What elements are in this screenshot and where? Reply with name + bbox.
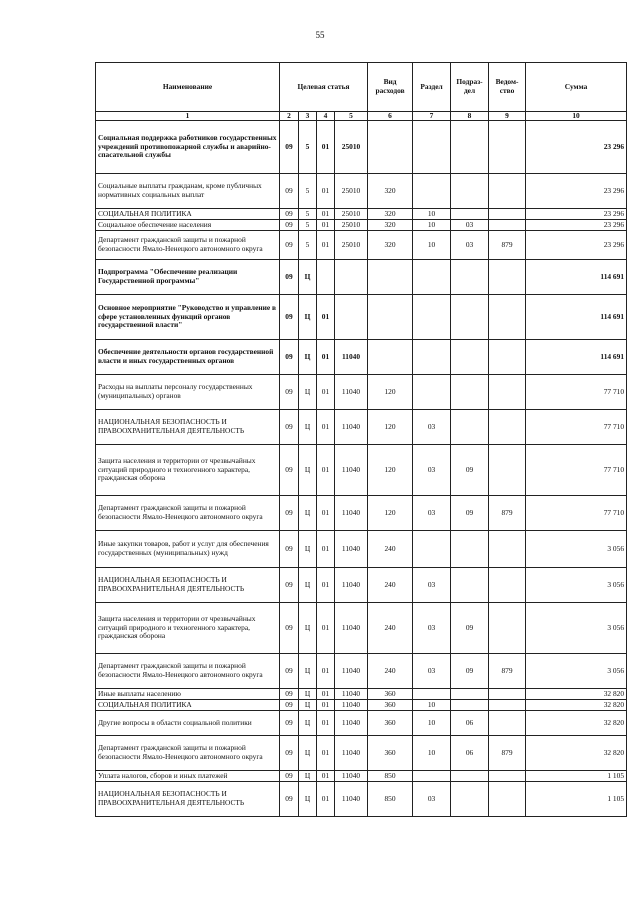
row-subsection bbox=[451, 782, 489, 817]
row-target-program: 09 bbox=[280, 445, 299, 496]
row-department: 879 bbox=[489, 496, 526, 531]
row-section bbox=[413, 375, 451, 410]
row-name: НАЦИОНАЛЬНАЯ БЕЗОПАСНОСТЬ И ПРАВООХРАНИТЕЛЬНАЯ ДЕЯТЕЛЬНОСТЬ bbox=[96, 410, 280, 445]
row-subsection: 09 bbox=[451, 603, 489, 654]
row-target-direction bbox=[335, 260, 368, 295]
row-target-activity: 01 bbox=[317, 700, 335, 711]
row-sum: 32 820 bbox=[526, 689, 627, 700]
row-subsection: 03 bbox=[451, 220, 489, 231]
row-sum: 3 056 bbox=[526, 531, 627, 568]
row-target-direction: 11040 bbox=[335, 340, 368, 375]
row-target-direction: 11040 bbox=[335, 782, 368, 817]
table-row bbox=[96, 782, 627, 817]
row-name: НАЦИОНАЛЬНАЯ БЕЗОПАСНОСТЬ И ПРАВООХРАНИТЕЛЬНАЯ ДЕЯТЕЛЬНОСТЬ bbox=[96, 568, 280, 603]
row-target-program: 09 bbox=[280, 603, 299, 654]
row-target-subprogram: Ц bbox=[299, 496, 317, 531]
row-subsection: 06 bbox=[451, 711, 489, 736]
row-subsection bbox=[451, 771, 489, 782]
table-body bbox=[96, 121, 627, 817]
row-department bbox=[489, 340, 526, 375]
col-number: 9 bbox=[489, 112, 526, 121]
row-expense-type bbox=[368, 260, 413, 295]
row-department bbox=[489, 121, 526, 174]
row-target-activity: 01 bbox=[317, 121, 335, 174]
row-target-program: 09 bbox=[280, 531, 299, 568]
row-name: Департамент гражданской защиты и пожарной безопасности Ямало-Ненецкого автономного округа bbox=[96, 496, 280, 531]
row-name: Защита населения и территории от чрезвычайных ситуаций природного и техногенного характера, гражданская оборона bbox=[96, 603, 280, 654]
row-name: Социальное обеспечение населения bbox=[96, 220, 280, 231]
row-sum: 77 710 bbox=[526, 445, 627, 496]
row-target-activity: 01 bbox=[317, 340, 335, 375]
header-section: Раздел bbox=[413, 63, 451, 112]
row-subsection bbox=[451, 375, 489, 410]
row-sum: 77 710 bbox=[526, 375, 627, 410]
row-sum: 32 820 bbox=[526, 700, 627, 711]
row-target-direction: 11040 bbox=[335, 700, 368, 711]
row-section: 03 bbox=[413, 603, 451, 654]
row-sum: 32 820 bbox=[526, 736, 627, 771]
row-target-activity: 01 bbox=[317, 295, 335, 340]
row-department bbox=[489, 531, 526, 568]
row-expense-type: 360 bbox=[368, 689, 413, 700]
row-target-program: 09 bbox=[280, 771, 299, 782]
table-row bbox=[96, 568, 627, 603]
row-target-activity: 01 bbox=[317, 231, 335, 260]
row-name: Иные выплаты населению bbox=[96, 689, 280, 700]
row-section bbox=[413, 531, 451, 568]
row-sum: 77 710 bbox=[526, 496, 627, 531]
page-number: 55 bbox=[315, 30, 325, 40]
row-section bbox=[413, 260, 451, 295]
row-target-program: 09 bbox=[280, 410, 299, 445]
row-section: 10 bbox=[413, 700, 451, 711]
row-target-activity: 01 bbox=[317, 496, 335, 531]
row-subsection: 09 bbox=[451, 445, 489, 496]
row-target-subprogram: 5 bbox=[299, 174, 317, 209]
col-number: 5 bbox=[335, 112, 368, 121]
row-section: 03 bbox=[413, 654, 451, 689]
row-department bbox=[489, 174, 526, 209]
row-target-program: 09 bbox=[280, 174, 299, 209]
row-department bbox=[489, 410, 526, 445]
table-row bbox=[96, 689, 627, 700]
table-row bbox=[96, 121, 627, 174]
row-target-program: 09 bbox=[280, 340, 299, 375]
row-expense-type: 240 bbox=[368, 568, 413, 603]
row-expense-type: 850 bbox=[368, 771, 413, 782]
row-name: Департамент гражданской защиты и пожарной безопасности Ямало-Ненецкого автономного округа bbox=[96, 736, 280, 771]
row-subsection: 09 bbox=[451, 654, 489, 689]
row-department: 879 bbox=[489, 231, 526, 260]
row-sum: 32 820 bbox=[526, 711, 627, 736]
row-expense-type: 360 bbox=[368, 700, 413, 711]
row-sum: 23 296 bbox=[526, 231, 627, 260]
row-expense-type: 360 bbox=[368, 711, 413, 736]
row-target-direction: 25010 bbox=[335, 174, 368, 209]
row-expense-type: 120 bbox=[368, 496, 413, 531]
row-sum: 114 691 bbox=[526, 260, 627, 295]
table-header-row bbox=[96, 63, 627, 112]
row-section: 10 bbox=[413, 231, 451, 260]
row-subsection bbox=[451, 209, 489, 220]
col-number: 6 bbox=[368, 112, 413, 121]
row-target-subprogram: 5 bbox=[299, 220, 317, 231]
row-subsection: 03 bbox=[451, 231, 489, 260]
row-section: 10 bbox=[413, 220, 451, 231]
row-name: Подпрограмма "Обеспечение реализации Государственной программы" bbox=[96, 260, 280, 295]
table-row bbox=[96, 174, 627, 209]
table-row bbox=[96, 496, 627, 531]
row-department bbox=[489, 445, 526, 496]
row-target-activity: 01 bbox=[317, 209, 335, 220]
row-target-program: 09 bbox=[280, 700, 299, 711]
col-number: 2 bbox=[280, 112, 299, 121]
row-department bbox=[489, 375, 526, 410]
row-name: Другие вопросы в области социальной политики bbox=[96, 711, 280, 736]
table-row bbox=[96, 711, 627, 736]
row-subsection bbox=[451, 568, 489, 603]
row-name: Расходы на выплаты персоналу государственных (муниципальных) органов bbox=[96, 375, 280, 410]
row-department bbox=[489, 209, 526, 220]
row-section bbox=[413, 689, 451, 700]
row-target-program: 09 bbox=[280, 295, 299, 340]
row-subsection: 09 bbox=[451, 496, 489, 531]
row-target-activity: 01 bbox=[317, 603, 335, 654]
col-number: 10 bbox=[526, 112, 627, 121]
row-section: 03 bbox=[413, 410, 451, 445]
row-name: Социальная поддержка работников государственных учреждений противопожарной службы и аварийно-спасательной службы bbox=[96, 121, 280, 174]
row-target-subprogram: Ц bbox=[299, 689, 317, 700]
row-expense-type: 320 bbox=[368, 174, 413, 209]
row-subsection bbox=[451, 295, 489, 340]
row-section: 03 bbox=[413, 445, 451, 496]
col-number: 8 bbox=[451, 112, 489, 121]
row-section: 10 bbox=[413, 736, 451, 771]
row-name: СОЦИАЛЬНАЯ ПОЛИТИКА bbox=[96, 700, 280, 711]
row-target-activity: 01 bbox=[317, 654, 335, 689]
row-target-subprogram: Ц bbox=[299, 711, 317, 736]
row-section bbox=[413, 174, 451, 209]
row-expense-type: 240 bbox=[368, 531, 413, 568]
row-expense-type: 320 bbox=[368, 220, 413, 231]
col-number: 7 bbox=[413, 112, 451, 121]
row-target-direction: 11040 bbox=[335, 654, 368, 689]
row-target-activity: 01 bbox=[317, 689, 335, 700]
row-target-program: 09 bbox=[280, 654, 299, 689]
row-target-direction: 11040 bbox=[335, 375, 368, 410]
row-target-direction: 11040 bbox=[335, 711, 368, 736]
row-target-activity: 01 bbox=[317, 782, 335, 817]
header-target: Целевая статья bbox=[280, 63, 368, 112]
row-expense-type bbox=[368, 295, 413, 340]
table-row bbox=[96, 736, 627, 771]
table-row bbox=[96, 654, 627, 689]
row-target-direction: 25010 bbox=[335, 231, 368, 260]
row-subsection bbox=[451, 174, 489, 209]
row-sum: 3 056 bbox=[526, 603, 627, 654]
row-sum: 3 056 bbox=[526, 654, 627, 689]
row-sum: 23 296 bbox=[526, 220, 627, 231]
table-row bbox=[96, 220, 627, 231]
table-row bbox=[96, 340, 627, 375]
row-name: Департамент гражданской защиты и пожарной безопасности Ямало-Ненецкого автономного округа bbox=[96, 654, 280, 689]
row-target-subprogram: Ц bbox=[299, 531, 317, 568]
row-name: СОЦИАЛЬНАЯ ПОЛИТИКА bbox=[96, 209, 280, 220]
row-target-activity: 01 bbox=[317, 375, 335, 410]
row-section bbox=[413, 295, 451, 340]
row-department bbox=[489, 568, 526, 603]
row-target-direction: 25010 bbox=[335, 121, 368, 174]
row-target-direction bbox=[335, 295, 368, 340]
column-number-row bbox=[96, 112, 627, 121]
row-expense-type: 120 bbox=[368, 410, 413, 445]
col-number: 4 bbox=[317, 112, 335, 121]
row-target-subprogram: Ц bbox=[299, 295, 317, 340]
row-department bbox=[489, 689, 526, 700]
row-target-activity: 01 bbox=[317, 445, 335, 496]
row-department bbox=[489, 771, 526, 782]
row-department bbox=[489, 260, 526, 295]
row-target-subprogram: Ц bbox=[299, 445, 317, 496]
row-target-subprogram: Ц bbox=[299, 603, 317, 654]
row-subsection bbox=[451, 531, 489, 568]
row-subsection: 06 bbox=[451, 736, 489, 771]
row-section: 10 bbox=[413, 711, 451, 736]
row-target-direction: 11040 bbox=[335, 771, 368, 782]
row-expense-type: 120 bbox=[368, 445, 413, 496]
table-row bbox=[96, 209, 627, 220]
row-name: Уплата налогов, сборов и иных платежей bbox=[96, 771, 280, 782]
row-department bbox=[489, 700, 526, 711]
row-sum: 23 296 bbox=[526, 174, 627, 209]
row-section: 03 bbox=[413, 568, 451, 603]
header-subsection: Подраз-дел bbox=[451, 63, 489, 112]
row-name: Социальные выплаты гражданам, кроме публичных нормативных социальных выплат bbox=[96, 174, 280, 209]
row-target-activity: 01 bbox=[317, 568, 335, 603]
row-target-direction: 11040 bbox=[335, 603, 368, 654]
header-department: Ведом-ство bbox=[489, 63, 526, 112]
row-target-activity: 01 bbox=[317, 711, 335, 736]
row-name: Департамент гражданской защиты и пожарной безопасности Ямало-Ненецкого автономного округа bbox=[96, 231, 280, 260]
row-sum: 114 691 bbox=[526, 340, 627, 375]
row-section: 03 bbox=[413, 496, 451, 531]
row-name: НАЦИОНАЛЬНАЯ БЕЗОПАСНОСТЬ И ПРАВООХРАНИТЕЛЬНАЯ ДЕЯТЕЛЬНОСТЬ bbox=[96, 782, 280, 817]
row-expense-type bbox=[368, 340, 413, 375]
row-target-program: 09 bbox=[280, 220, 299, 231]
row-target-program: 09 bbox=[280, 209, 299, 220]
row-section: 03 bbox=[413, 782, 451, 817]
row-department bbox=[489, 782, 526, 817]
header-sum: Сумма bbox=[526, 63, 627, 112]
row-sum: 23 296 bbox=[526, 121, 627, 174]
row-target-direction: 11040 bbox=[335, 496, 368, 531]
row-department bbox=[489, 603, 526, 654]
row-target-activity: 01 bbox=[317, 531, 335, 568]
row-target-subprogram: Ц bbox=[299, 260, 317, 295]
row-department bbox=[489, 220, 526, 231]
row-section bbox=[413, 340, 451, 375]
row-target-direction: 11040 bbox=[335, 568, 368, 603]
table-row bbox=[96, 260, 627, 295]
row-expense-type: 240 bbox=[368, 654, 413, 689]
table-row bbox=[96, 410, 627, 445]
row-subsection bbox=[451, 260, 489, 295]
row-expense-type: 240 bbox=[368, 603, 413, 654]
row-department: 879 bbox=[489, 736, 526, 771]
row-target-direction: 11040 bbox=[335, 531, 368, 568]
row-department bbox=[489, 711, 526, 736]
header-expense-type: Вид расходов bbox=[368, 63, 413, 112]
row-target-program: 09 bbox=[280, 689, 299, 700]
row-target-subprogram: Ц bbox=[299, 736, 317, 771]
row-target-program: 09 bbox=[280, 711, 299, 736]
row-department: 879 bbox=[489, 654, 526, 689]
row-section: 10 bbox=[413, 209, 451, 220]
row-expense-type bbox=[368, 121, 413, 174]
row-target-subprogram: 5 bbox=[299, 121, 317, 174]
row-target-activity: 01 bbox=[317, 220, 335, 231]
row-sum: 3 056 bbox=[526, 568, 627, 603]
table-row bbox=[96, 295, 627, 340]
row-target-program: 09 bbox=[280, 568, 299, 603]
row-target-subprogram: 5 bbox=[299, 209, 317, 220]
row-target-program: 09 bbox=[280, 260, 299, 295]
row-sum: 1 105 bbox=[526, 771, 627, 782]
row-target-activity: 01 bbox=[317, 174, 335, 209]
table-row bbox=[96, 231, 627, 260]
row-target-activity bbox=[317, 260, 335, 295]
row-target-direction: 11040 bbox=[335, 410, 368, 445]
row-section bbox=[413, 121, 451, 174]
row-target-subprogram: Ц bbox=[299, 340, 317, 375]
row-target-direction: 25010 bbox=[335, 220, 368, 231]
table-row bbox=[96, 603, 627, 654]
row-target-direction: 11040 bbox=[335, 736, 368, 771]
row-target-program: 09 bbox=[280, 496, 299, 531]
row-target-subprogram: Ц bbox=[299, 700, 317, 711]
row-target-subprogram: Ц bbox=[299, 375, 317, 410]
row-target-activity: 01 bbox=[317, 410, 335, 445]
row-subsection bbox=[451, 340, 489, 375]
row-sum: 77 710 bbox=[526, 410, 627, 445]
row-target-program: 09 bbox=[280, 736, 299, 771]
row-target-activity: 01 bbox=[317, 771, 335, 782]
col-number: 1 bbox=[96, 112, 280, 121]
row-subsection bbox=[451, 689, 489, 700]
row-target-subprogram: Ц bbox=[299, 410, 317, 445]
row-expense-type: 120 bbox=[368, 375, 413, 410]
table-row bbox=[96, 771, 627, 782]
row-target-direction: 11040 bbox=[335, 689, 368, 700]
row-name: Защита населения и территории от чрезвычайных ситуаций природного и техногенного характера, гражданская оборона bbox=[96, 445, 280, 496]
row-name: Обеспечение деятельности органов государственной власти и иных государственных органов bbox=[96, 340, 280, 375]
row-sum: 114 691 bbox=[526, 295, 627, 340]
col-number: 3 bbox=[299, 112, 317, 121]
table-row bbox=[96, 700, 627, 711]
row-subsection bbox=[451, 700, 489, 711]
row-target-direction: 11040 bbox=[335, 445, 368, 496]
row-target-subprogram: Ц bbox=[299, 771, 317, 782]
row-target-program: 09 bbox=[280, 121, 299, 174]
row-expense-type: 360 bbox=[368, 736, 413, 771]
row-target-subprogram: Ц bbox=[299, 782, 317, 817]
budget-table bbox=[95, 62, 627, 817]
table-row bbox=[96, 445, 627, 496]
row-sum: 23 296 bbox=[526, 209, 627, 220]
header-name: Наименование bbox=[96, 63, 280, 112]
row-target-activity: 01 bbox=[317, 736, 335, 771]
row-target-subprogram: Ц bbox=[299, 654, 317, 689]
row-department bbox=[489, 295, 526, 340]
row-section bbox=[413, 771, 451, 782]
row-target-program: 09 bbox=[280, 782, 299, 817]
row-name: Иные закупки товаров, работ и услуг для обеспечения государственных (муниципальных) нужд bbox=[96, 531, 280, 568]
row-target-direction: 25010 bbox=[335, 209, 368, 220]
row-target-subprogram: Ц bbox=[299, 568, 317, 603]
row-expense-type: 320 bbox=[368, 209, 413, 220]
row-expense-type: 320 bbox=[368, 231, 413, 260]
row-expense-type: 850 bbox=[368, 782, 413, 817]
row-subsection bbox=[451, 410, 489, 445]
row-sum: 1 105 bbox=[526, 782, 627, 817]
table-row bbox=[96, 531, 627, 568]
row-name: Основное мероприятие "Руководство и управление в сфере установленных функций органов государственной власти" bbox=[96, 295, 280, 340]
row-target-program: 09 bbox=[280, 231, 299, 260]
row-target-subprogram: 5 bbox=[299, 231, 317, 260]
row-target-program: 09 bbox=[280, 375, 299, 410]
row-subsection bbox=[451, 121, 489, 174]
table-row bbox=[96, 375, 627, 410]
